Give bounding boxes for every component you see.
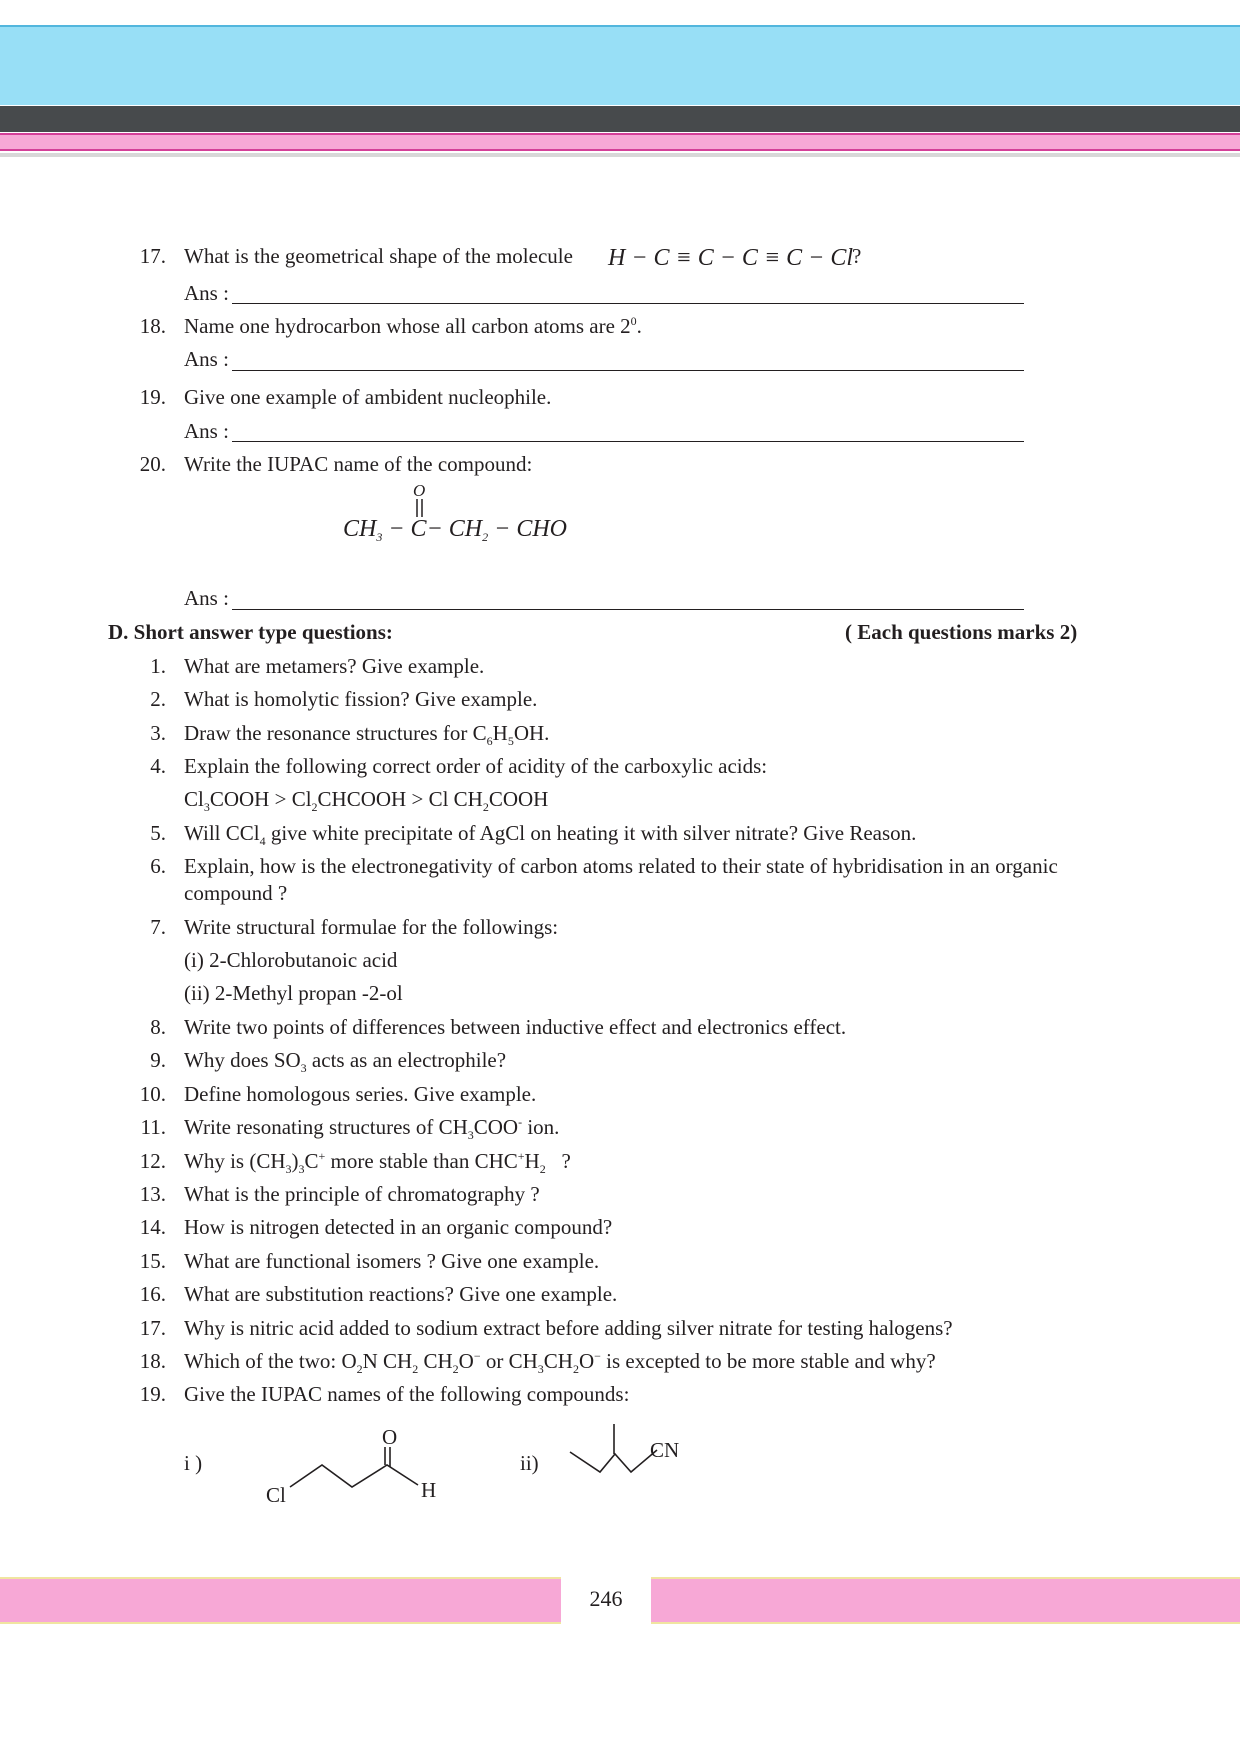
question-text-continued: compound ? xyxy=(184,881,288,905)
header-divider xyxy=(0,153,1240,157)
question-number: 17. xyxy=(139,1316,166,1340)
question-text: Give one example of ambident nucleophile. xyxy=(184,385,552,409)
question-text: Draw the resonance structures for $C_6H_5OH$. xyxy=(184,721,550,748)
carbonyl-oxygen: O xyxy=(413,481,426,500)
question-text: Why is nitric acid added to sodium extract before adding silver nitrate for testing halogens? xyxy=(184,1316,953,1340)
question-text: Which of the two: $O_2N$ $CH_2$ $CH_2O^-$ or $CH_3CH_2O^-$ is excepted to be more stable and why? xyxy=(184,1349,936,1376)
question-text: What is the principle of chromatography ? xyxy=(184,1182,540,1206)
question-text: Name one hydrocarbon whose all carbon atoms are $2^0$. xyxy=(184,314,642,338)
question-number: 3. xyxy=(150,721,166,745)
question-text: Explain the following correct order of acidity of the carboxylic acids: xyxy=(184,754,768,778)
question-number: 15. xyxy=(139,1249,166,1273)
question-text: What are functional isomers ? Give one example. xyxy=(184,1249,600,1273)
atom-chlorine: Cl xyxy=(266,1483,286,1507)
question-text: Will CCl$_4$ give white precipitate of AgCl on heating it with silver nitrate? Give Reason. xyxy=(184,821,917,848)
question-text: Define homologous series. Give example. xyxy=(184,1082,537,1106)
sub-item: (ii) 2-Methyl propan -2-ol xyxy=(184,981,403,1005)
question-mark: ? xyxy=(852,244,862,268)
answer-line[interactable] xyxy=(232,370,1024,371)
answer-line[interactable] xyxy=(232,303,1024,304)
question-number: 8. xyxy=(150,1015,166,1039)
question-number: 19. xyxy=(139,385,166,409)
question-number: 17. xyxy=(139,244,166,268)
question-text: Write the IUPAC name of the compound: xyxy=(184,452,533,476)
section-d-marks: ( Each questions marks 2) xyxy=(845,620,1078,644)
footer-band-right xyxy=(651,1577,1240,1624)
condensed-formula: $CH_3 - C- CH_2$ − CHO xyxy=(343,516,567,544)
question-text: Why is $(CH_3)_3C^+$ more stable than $CHC^+H_2$ ? xyxy=(184,1149,571,1176)
sub-item: (i) 2-Chlorobutanoic acid xyxy=(184,948,398,972)
answer-line[interactable] xyxy=(232,441,1024,442)
structure-label: ii) xyxy=(520,1451,539,1475)
section-d-title: D. Short answer type questions: xyxy=(108,620,393,644)
question-text: What are metamers? Give example. xyxy=(184,654,485,678)
header-blue-band xyxy=(0,25,1240,105)
question-number: 2. xyxy=(150,687,166,711)
question-number: 18. xyxy=(139,1349,166,1373)
question-text: Write resonating structures of $CH_3COO^-$ ion. xyxy=(184,1115,560,1142)
question-number: 10. xyxy=(139,1082,166,1106)
question-number: 1. xyxy=(150,654,166,678)
answer-line[interactable] xyxy=(232,609,1024,610)
question-number: 4. xyxy=(150,754,166,778)
header-pink-band xyxy=(0,133,1240,151)
nitrile-group: CN xyxy=(650,1438,680,1462)
footer-band-left xyxy=(0,1577,561,1624)
question-text: Write two points of differences between inductive effect and electronics effect. xyxy=(184,1015,847,1039)
question-text: Give the IUPAC names of the following compounds: xyxy=(184,1382,630,1406)
question-text: What is homolytic fission? Give example. xyxy=(184,687,538,711)
answer-label: Ans : xyxy=(184,281,229,305)
question-number: 12. xyxy=(139,1149,166,1173)
question-number: 5. xyxy=(150,821,166,845)
question-text: Explain, how is the electronegativity of carbon atoms related to their state of hybridisation in an organic xyxy=(184,854,1058,878)
question-number: 18. xyxy=(139,314,166,338)
atom-oxygen: O xyxy=(382,1425,398,1449)
structure-label: i ) xyxy=(184,1451,203,1475)
answer-label: Ans : xyxy=(184,419,229,443)
answer-label: Ans : xyxy=(184,586,229,610)
structure-i-bonds xyxy=(280,1445,430,1495)
question-number: 20. xyxy=(139,452,166,476)
answer-label: Ans : xyxy=(184,347,229,371)
question-number: 7. xyxy=(150,915,166,939)
acidity-order: $Cl_3COOH$ > $Cl_2CHCOOH > Cl$ $CH_2COOH$ xyxy=(184,787,549,814)
structure-ii-bonds xyxy=(565,1422,665,1477)
question-text: What is the geometrical shape of the molecule xyxy=(184,244,573,268)
question-text: Write structural formulae for the followings: xyxy=(184,915,559,939)
question-number: 9. xyxy=(150,1048,166,1072)
molecule-formula: H − C ≡ C − C ≡ C − Cl xyxy=(608,245,854,271)
question-number: 11. xyxy=(140,1115,166,1139)
question-text: How is nitrogen detected in an organic compound? xyxy=(184,1215,613,1239)
header-grey-band xyxy=(0,106,1240,132)
page-number: 246 xyxy=(589,1586,623,1611)
question-number: 19. xyxy=(139,1382,166,1406)
question-number: 6. xyxy=(150,854,166,878)
question-text: What are substitution reactions? Give one example. xyxy=(184,1282,618,1306)
question-number: 14. xyxy=(139,1215,166,1239)
atom-hydrogen: H xyxy=(421,1478,437,1502)
question-number: 13. xyxy=(139,1182,166,1206)
question-text: Why does $SO_3$ acts as an electrophile? xyxy=(184,1048,507,1075)
question-number: 16. xyxy=(139,1282,166,1306)
